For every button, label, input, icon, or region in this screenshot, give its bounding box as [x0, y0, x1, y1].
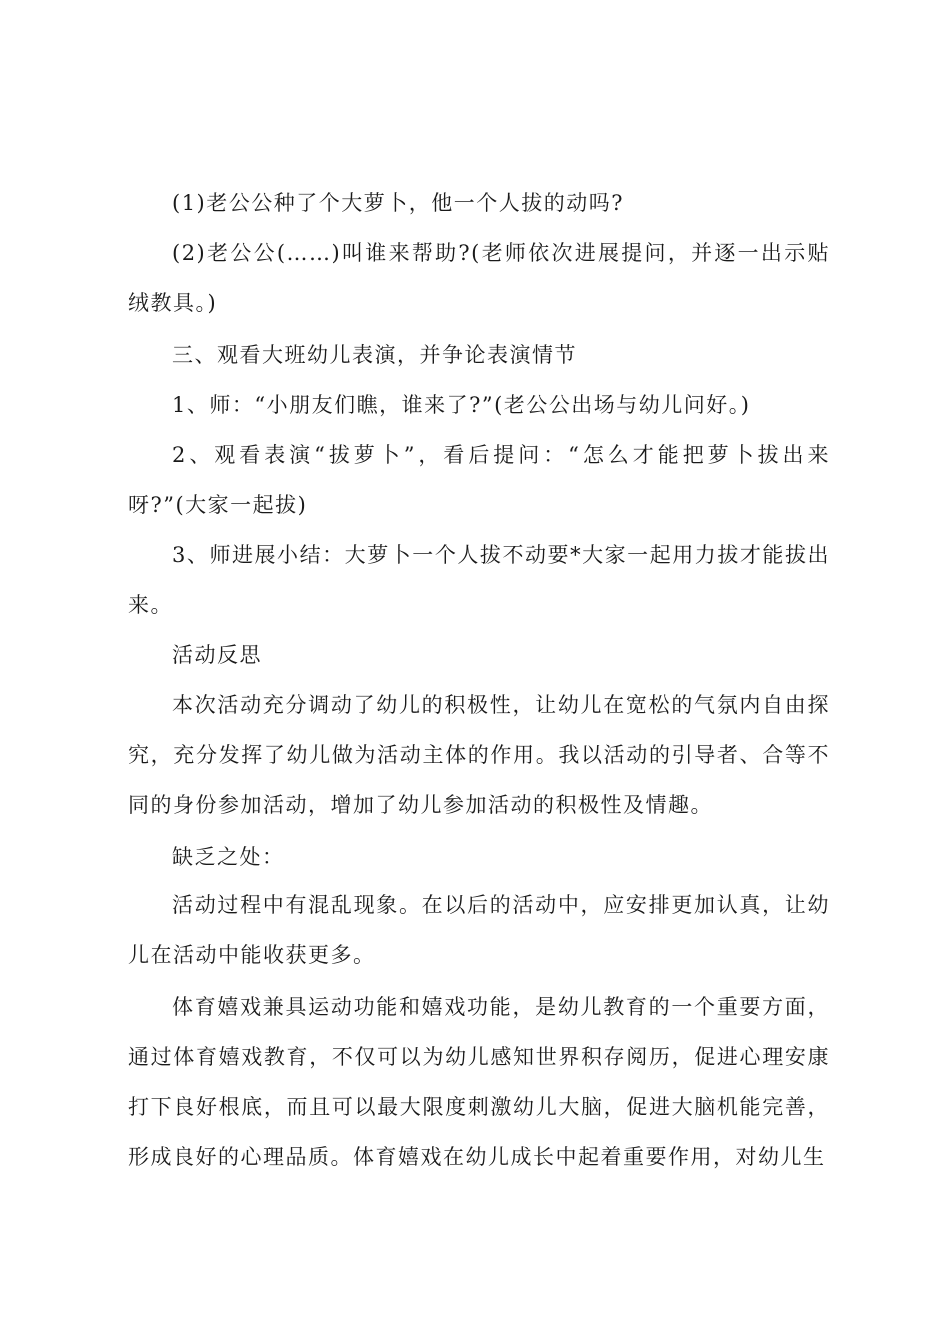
- paragraph-step-1: 1、师：“小朋友们瞧，谁来了?”(老公公出场与幼儿问好。): [172, 393, 751, 417]
- paragraph-step-2: 2、观看表演“拔萝卜”，看后提问：“怎么才能把萝卜拔出来呀?”(大家一起拔): [128, 443, 830, 517]
- paragraph-question-1: (1)老公公种了个大萝卜，他一个人拔的动吗?: [172, 191, 625, 215]
- paragraph-step-3: 3、师进展小结：大萝卜一个人拔不动要*大家一起用力拔才能拔出来。: [128, 543, 830, 617]
- paragraph-shortcomings: 活动过程中有混乱现象。在以后的活动中，应安排更加认真，让幼儿在活动中能收获更多。: [128, 893, 830, 967]
- paragraph-question-2: (2)老公公(……)叫谁来帮助?(老师依次进展提问，并逐一出示贴绒教具。): [128, 241, 830, 315]
- paragraph-sports-games: 体育嬉戏兼具运动功能和嬉戏功能，是幼儿教育的一个重要方面，通过体育嬉戏教育，不仅可以为幼儿感知世界积存阅历，促进心理安康打下良好根底，而且可以最大限度刺激幼儿大脑，促进大脑机能完善，形成良好的心理品质。体育嬉戏在幼儿成长中起着重要作用，对幼儿生: [128, 995, 830, 1169]
- paragraph-reflection: 本次活动充分调动了幼儿的积极性，让幼儿在宽松的气氛内自由探究，充分发挥了幼儿做为活动主体的作用。我以活动的引导者、合等不同的身份参加活动，增加了幼儿参加活动的积极性及情趣。: [128, 693, 830, 817]
- section-heading-reflection: 活动反思: [172, 643, 262, 667]
- section-heading-watch-performance: 三、观看大班幼儿表演，并争论表演情节: [172, 343, 577, 367]
- section-heading-shortcomings: 缺乏之处：: [172, 845, 285, 869]
